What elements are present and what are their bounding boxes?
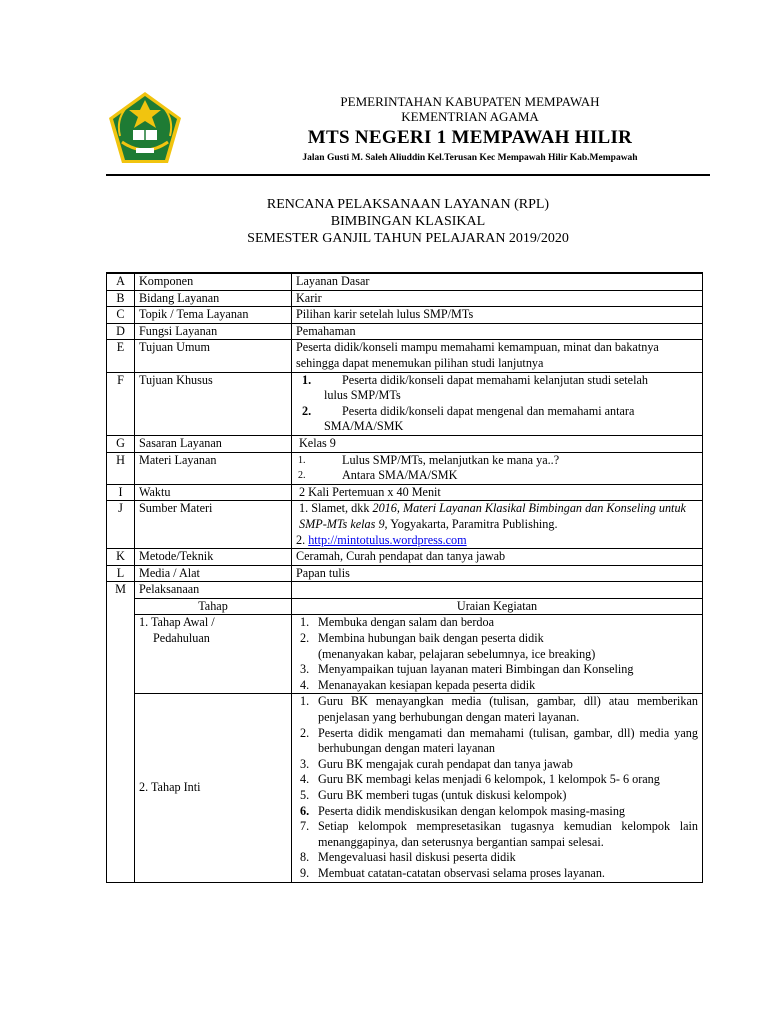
list-item: 3. Menyampaikan tujuan layanan materi Bimbingan dan Konseling [300,662,634,677]
row-label: Komponen [135,273,292,290]
row-key: L [107,565,135,582]
row-key: I [107,484,135,501]
row-label: Topik / Tema Layanan [135,307,292,324]
title-line-1: RENCANA PELAKSANAAN LAYANAN (RPL) [266,197,550,212]
row-value: Ceramah, Curah pendapat dan tanya jawab [292,549,703,566]
row-value: Karir [292,290,703,307]
row-label: Tujuan Khusus [135,372,292,435]
table-row [107,615,703,694]
row-key: J [107,501,135,549]
activity-list [300,694,698,881]
table-row [107,372,703,435]
activity-list [300,615,698,693]
row-key: G [107,435,135,452]
row-key: M [107,582,135,882]
kemenag-logo [106,90,184,166]
list-item: 1. Lulus SMP/MTs, melanjutkan ke mana ya..? [298,452,560,467]
row-label: Media / Alat [135,565,292,582]
row-label: Bidang Layanan [135,290,292,307]
list-item: (menanyakan kabar, pelajaran sebelumnya, ice breaking) [318,646,596,661]
table-row [107,549,703,566]
stage-inti-activities [292,694,703,882]
source-2: 2. http://mintotulus.wordpress.com [296,532,467,547]
row-key: H [107,452,135,484]
list-item: 1. Guru BK menayangkan media (tulisan, gambar, dll) atau memberikan penjelasan yang berhubungan dengan materi layanan. [300,694,698,725]
source-link[interactable]: http://mintotulus.wordpress.com [308,532,467,547]
list-item: 1. Peserta didik/konseli dapat memahami kelanjutan studi setelah [302,372,648,387]
list-item: 2. Antara SMA/MA/SMK [298,468,458,483]
table-row [107,323,703,340]
school-name: MTS NEGERI 1 MEMPAWAH HILIR [307,127,633,148]
list-item: 4. Menanayakan kesiapan kepada peserta didik [300,677,536,692]
row-label: Tujuan Umum [135,340,292,372]
table-row [107,290,703,307]
row-key: E [107,340,135,372]
list-item: 9. Membuat catatan-catatan observasi selama proses layanan. [300,865,605,880]
row-value [292,452,703,484]
school-address: Jalan Gusti M. Saleh Aliuddin Kel.Terusan Kec Mempawah Hilir Kab.Mempawah [302,153,638,163]
row-value: Pemahaman [292,323,703,340]
list-item-cont: lulus SMP/MTs [324,388,401,403]
row-label: Metode/Teknik [135,549,292,566]
list-item: 2. Peserta didik mengamati dan memahami (tulisan, gambar, dll) media yang berhubungan dengan materi layanan [300,725,698,756]
row-label: Fungsi Layanan [135,323,292,340]
row-value: Pilihan karir setelah lulus SMP/MTs [292,307,703,324]
list-item: 5. Guru BK memberi tugas (untuk diskusi kelompok) [300,788,567,802]
list-item: 4. Guru BK membagi kelas menjadi 6 kelompok, 1 kelompok 5- 6 orang [300,772,660,787]
list-item-cont: SMA/MA/SMK [324,419,404,434]
source-1: 1. Slamet, dkk 2016, Materi Layanan Klasikal Bimbingan dan Konseling untuk SMP-MTs kelas 9, Yogyakarta, Paramitra Publishing. [299,501,686,531]
letterhead-divider [106,174,710,176]
list-item: 2. Membina hubungan baik dengan peserta didik [300,631,544,646]
stage-header: Tahap [135,598,292,615]
table-row [107,452,703,484]
list-item: 6. Peserta didik mendiskusikan dengan kelompok masing-masing [300,803,626,818]
row-label: Materi Layanan [135,452,292,484]
activity-header: Uraian Kegiatan [292,598,703,615]
row-key: B [107,290,135,307]
table-row [107,273,703,290]
row-value: 2 Kali Pertemuan x 40 Menit [292,484,703,501]
table-row [107,565,703,582]
table-row [107,582,703,599]
list-item: 1. Membuka dengan salam dan berdoa [300,615,494,630]
title-line-2: BIMBINGAN KLASIKAL [330,214,486,229]
row-key: C [107,307,135,324]
table-row [107,501,703,549]
list-item: 8. Mengevaluasi hasil diskusi peserta didik [300,850,516,865]
rpl-table [106,272,703,883]
row-key: K [107,549,135,566]
gov-line: PEMERINTAHAN KABUPATEN MEMPAWAH [340,94,600,109]
table-row [107,340,703,372]
row-value: Peserta didik/konseli mampu memahami kemampuan, minat dan bakatnya sehingga dapat menemukan pilihan studi lanjutnya [292,340,703,372]
row-value [292,582,703,599]
row-value: Papan tulis [292,565,703,582]
list-item: 2. Peserta didik/konseli dapat mengenal dan memahami antara [302,403,635,418]
row-key: A [107,273,135,290]
table-row [107,694,703,882]
list-item: 3. Guru BK mengajak curah pendapat dan tanya jawab [300,756,573,771]
row-value [292,372,703,435]
row-label: Sasaran Layanan [135,435,292,452]
title-line-3: SEMESTER GANJIL TAHUN PELAJARAN 2019/2020 [247,231,569,246]
stage-inti: 2. Tahap Inti [135,694,292,882]
table-row [107,484,703,501]
row-value: Layanan Dasar [292,273,703,290]
row-value: Kelas 9 [292,435,703,452]
row-label: Pelaksanaan [135,582,292,599]
row-label: Sumber Materi [135,501,292,549]
row-key: F [107,372,135,435]
row-label: Waktu [135,484,292,501]
specific-goals-list [296,373,698,435]
letterhead [200,94,740,164]
ministry-line: KEMENTRIAN AGAMA [401,109,539,124]
stage-awal-activities [292,615,703,694]
table-row [107,307,703,324]
stage-awal: 1. Tahap Awal / Pedahuluan [135,615,292,694]
table-row [107,435,703,452]
list-item: 7. Setiap kelompok mempresetasikan tugasnya kemudian kelompok lain menanggapinya, dan seterusnya bergantian sampai selesai. [300,819,698,849]
document-title [106,196,710,247]
row-key: D [107,323,135,340]
table-row [107,598,703,615]
row-value [292,501,703,549]
